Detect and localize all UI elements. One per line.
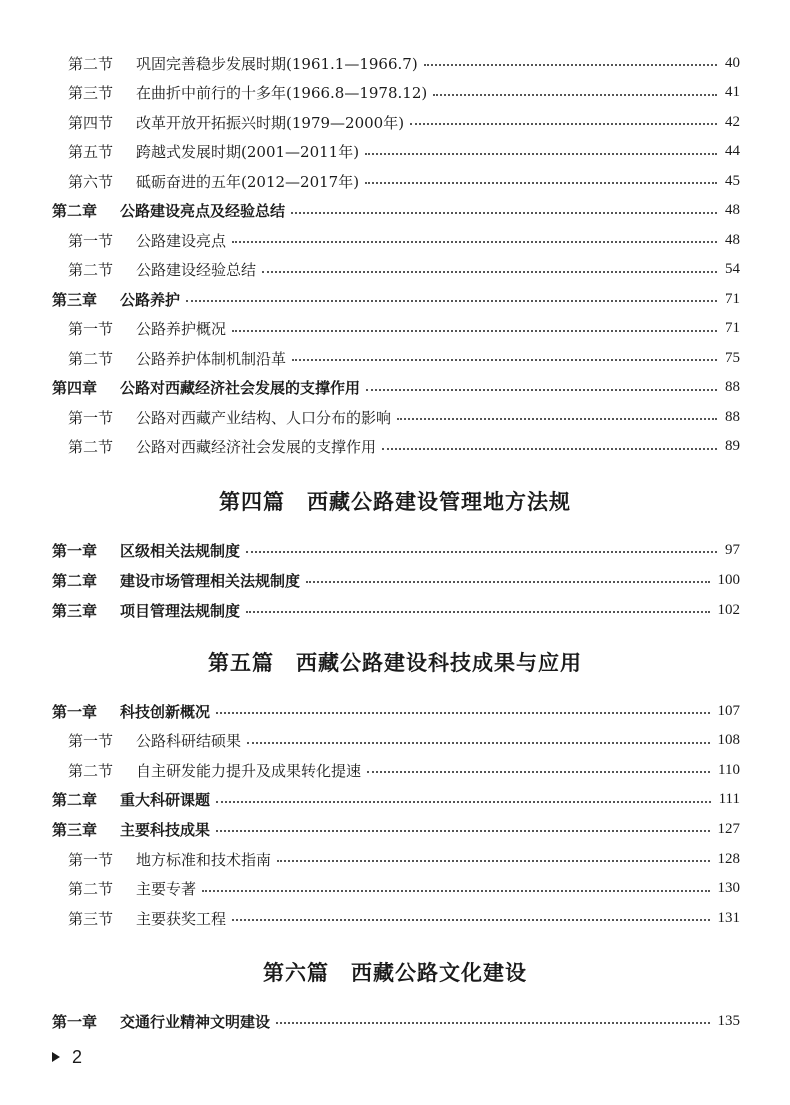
entry-page-number: 128 xyxy=(717,850,740,867)
entry-title: 改革开放开拓振兴时期(1979—2000年) xyxy=(136,113,405,132)
entry-page-number: 54 xyxy=(725,261,740,277)
entry-page-number: 131 xyxy=(717,909,740,926)
entry-title: 重大科研课题 xyxy=(120,791,211,810)
entry-number: 第四章 xyxy=(52,379,98,397)
entry-number: 第二节 xyxy=(68,438,114,456)
entry-title: 公路对西藏经济社会发展的支撑作用 xyxy=(136,438,377,456)
entry-number: 第三章 xyxy=(52,290,98,309)
entry-title: 公路对西藏经济社会发展的支撑作用 xyxy=(120,379,361,397)
entry-page-number: 111 xyxy=(718,791,740,808)
entry-number: 第二节 xyxy=(68,349,114,368)
toc-section-entry xyxy=(68,52,740,74)
entry-page-number: 42 xyxy=(725,113,740,130)
entry-number: 第一章 xyxy=(52,702,98,721)
entry-page-number: 89 xyxy=(725,438,740,454)
entry-title: 公路养护 xyxy=(120,290,181,309)
toc-chapter-entry xyxy=(52,818,740,840)
toc-section-entry xyxy=(68,907,740,929)
entry-number: 第一节 xyxy=(68,408,114,427)
toc-section-entry xyxy=(68,347,740,369)
dot-leader xyxy=(397,416,717,420)
entry-title: 地方标准和技术指南 xyxy=(136,850,272,869)
dot-leader xyxy=(277,858,709,862)
dot-leader xyxy=(433,92,717,96)
entry-page-number: 71 xyxy=(725,290,740,307)
toc-chapter-entry xyxy=(52,1010,740,1032)
entry-number: 第二章 xyxy=(52,571,98,590)
entry-number: 第一章 xyxy=(52,1012,98,1031)
entry-number: 第一节 xyxy=(68,850,114,869)
toc-chapter-entry xyxy=(52,569,740,591)
entry-page-number: 135 xyxy=(717,1012,740,1029)
dot-leader xyxy=(366,387,717,391)
entry-number: 第三章 xyxy=(52,820,98,839)
entry-title: 交通行业精神文明建设 xyxy=(120,1012,271,1031)
toc-section-entry xyxy=(68,229,740,251)
entry-number: 第一节 xyxy=(68,320,114,338)
entry-page-number: 48 xyxy=(725,231,740,248)
dot-leader xyxy=(367,769,710,773)
toc-chapter-entry xyxy=(52,200,740,222)
entry-page-number: 88 xyxy=(725,379,740,395)
toc-section-entry xyxy=(68,318,740,340)
dot-leader xyxy=(216,828,709,832)
dot-leader xyxy=(410,121,717,125)
page-number: 2 xyxy=(72,1046,83,1067)
toc-section-entry xyxy=(68,878,740,900)
toc-section-entry xyxy=(68,111,740,133)
entry-title: 巩固完善稳步发展时期(1961.1—1966.7) xyxy=(136,54,418,73)
entry-title: 在曲折中前行的十多年(1966.8—1978.12) xyxy=(136,84,428,102)
dot-leader xyxy=(246,609,709,613)
entry-title: 主要科技成果 xyxy=(120,820,211,839)
entry-page-number: 100 xyxy=(717,571,740,588)
toc-chapter-entry xyxy=(52,539,740,561)
entry-number: 第二章 xyxy=(52,791,98,810)
dot-leader xyxy=(276,1020,709,1024)
dot-leader xyxy=(292,357,717,361)
dot-leader xyxy=(262,269,717,273)
part-5-title: 第五篇 西藏公路建设科技成果与应用 xyxy=(208,651,582,675)
entry-title: 公路养护概况 xyxy=(136,320,227,338)
entry-title: 主要获奖工程 xyxy=(136,909,227,928)
entry-number: 第一节 xyxy=(68,231,114,250)
dot-leader xyxy=(365,151,717,155)
entry-title: 主要专著 xyxy=(136,880,197,899)
dot-leader xyxy=(382,446,717,450)
entry-number: 第二节 xyxy=(68,261,114,279)
entry-title: 项目管理法规制度 xyxy=(120,601,241,620)
toc-chapter-entry xyxy=(52,599,740,621)
entry-page-number: 88 xyxy=(725,408,740,425)
entry-title: 公路建设亮点 xyxy=(136,231,227,250)
dot-leader xyxy=(306,579,709,583)
entry-number: 第三章 xyxy=(52,601,98,620)
toc-chapter-entry xyxy=(52,288,740,310)
entry-page-number: 45 xyxy=(725,172,740,189)
toc-section-entry xyxy=(68,141,740,163)
entry-number: 第二节 xyxy=(68,761,114,780)
dot-leader xyxy=(246,549,717,553)
toc-section-entry xyxy=(68,406,740,428)
entry-title: 公路科研结硕果 xyxy=(136,732,242,751)
dot-leader xyxy=(202,888,709,892)
toc-section-entry xyxy=(68,82,740,104)
entry-page-number: 44 xyxy=(725,143,740,159)
dot-leader xyxy=(216,799,711,803)
entry-page-number: 107 xyxy=(717,702,740,719)
toc-section-entry xyxy=(68,436,740,458)
entry-page-number: 97 xyxy=(725,541,740,558)
toc-chapter-entry xyxy=(52,377,740,399)
dot-leader xyxy=(232,328,717,332)
dot-leader xyxy=(365,180,717,184)
dot-leader xyxy=(291,210,717,214)
entry-number: 第一章 xyxy=(52,541,98,560)
entry-page-number: 130 xyxy=(717,880,740,897)
toc-chapter-entry xyxy=(52,789,740,811)
entry-page-number: 75 xyxy=(725,349,740,366)
entry-title: 砥砺奋进的五年(2012—2017年) xyxy=(136,172,360,191)
entry-page-number: 71 xyxy=(725,320,740,336)
entry-number: 第五节 xyxy=(68,143,114,161)
toc-section-entry xyxy=(68,730,740,752)
entry-title: 公路养护体制机制沿革 xyxy=(136,349,287,368)
entry-number: 第三节 xyxy=(68,84,114,102)
entry-number: 第一节 xyxy=(68,732,114,751)
entry-page-number: 110 xyxy=(718,761,740,778)
dot-leader xyxy=(186,298,717,302)
toc-chapter-entry xyxy=(52,700,740,722)
entry-title: 跨越式发展时期(2001—2011年) xyxy=(136,143,360,161)
entry-page-number: 40 xyxy=(725,54,740,71)
entry-page-number: 127 xyxy=(717,820,740,837)
entry-title: 区级相关法规制度 xyxy=(120,541,241,560)
entry-number: 第三节 xyxy=(68,909,114,928)
toc-section-entry xyxy=(68,170,740,192)
entry-title: 建设市场管理相关法规制度 xyxy=(120,571,301,590)
entry-title: 科技创新概况 xyxy=(120,702,211,721)
entry-number: 第二节 xyxy=(68,880,114,899)
toc-section-entry xyxy=(68,259,740,281)
entry-title: 自主研发能力提升及成果转化提速 xyxy=(136,761,362,780)
entry-page-number: 48 xyxy=(725,202,740,218)
entry-number: 第二节 xyxy=(68,54,114,73)
part-4-title: 第四篇 西藏公路建设管理地方法规 xyxy=(219,490,571,514)
toc-section-entry xyxy=(68,759,740,781)
toc-section-entry xyxy=(68,848,740,870)
entry-number: 第四节 xyxy=(68,113,114,132)
triangle-marker-icon xyxy=(52,1052,60,1062)
entry-number: 第二章 xyxy=(52,202,98,220)
dot-leader xyxy=(424,62,717,66)
dot-leader xyxy=(216,710,709,714)
page-footer xyxy=(52,1046,82,1068)
entry-page-number: 108 xyxy=(717,732,740,749)
entry-page-number: 41 xyxy=(725,84,740,100)
dot-leader xyxy=(247,740,709,744)
entry-title: 公路对西藏产业结构、人口分布的影响 xyxy=(136,408,392,427)
dot-leader xyxy=(232,917,709,921)
entry-page-number: 102 xyxy=(717,601,740,618)
entry-title: 公路建设经验总结 xyxy=(136,261,257,279)
part-6-title: 第六篇 西藏公路文化建设 xyxy=(263,961,527,985)
entry-title: 公路建设亮点及经验总结 xyxy=(120,202,286,220)
dot-leader xyxy=(232,239,717,243)
entry-number: 第六节 xyxy=(68,172,114,191)
